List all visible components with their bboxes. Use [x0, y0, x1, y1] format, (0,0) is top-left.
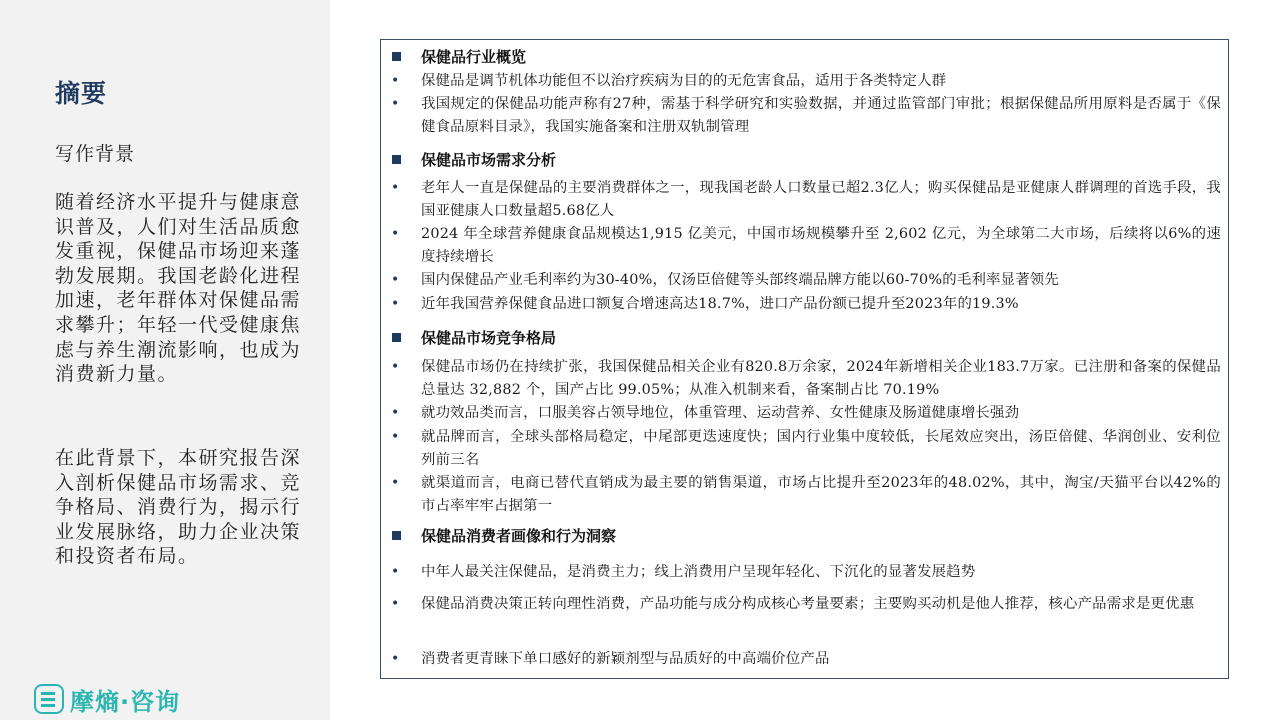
section-header: [381, 327, 1228, 349]
list-item-text: 就品牌而言，全球头部格局稳定，中尾部更迭速度快；国内行业集中度较低，长尾效应突出，汤臣倍健、华润创业、安利位列前三名: [421, 429, 1221, 468]
dot-bullet-icon: •: [391, 296, 400, 312]
dot-bullet-icon: •: [391, 429, 400, 445]
list-item-text: 消费者更青睐下单口感好的新颖剂型与品质好的中高端价位产品: [421, 651, 830, 667]
background-paragraph-1: 随着经济水平提升与健康意识普及，人们对生活品质愈发重视，保健品市场迎来蓬勃发展期。我国老龄化进程加速，老年群体对保健品需求攀升；年轻一代受健康焦虑与养生潮流影响，也成为消费新力量。: [55, 191, 302, 386]
square-bullet-icon: [392, 333, 401, 342]
sidebar: [0, 0, 330, 720]
list-item-text: 保健品市场仍在持续扩张，我国保健品相关企业有820.8万余家，2024年新增相关企业183.7万家。已注册和备案的保健品总量达 32,882 个，国产占比 99.05%；从准入机制来看，备案制占比 70.19%: [421, 359, 1221, 398]
section-header: [381, 46, 1228, 68]
brand-logo-icon: [34, 684, 64, 714]
brand-logo-text: 摩熵·咨询: [70, 687, 181, 716]
dot-bullet-icon: •: [391, 596, 400, 612]
list-item-text: 近年我国营养保健食品进口额复合增速高达18.7%，进口产品份额已提升至2023年的19.3%: [421, 296, 1019, 312]
list-item-text: 中年人最关注保健品，是消费主力；线上消费用户呈现年轻化、下沉化的显著发展趋势: [421, 564, 976, 580]
dot-bullet-icon: •: [391, 272, 400, 288]
dot-bullet-icon: •: [391, 73, 400, 89]
list-item-text: 保健品消费决策正转向理性消费，产品功能与成分构成核心考量要素；主要购买动机是他人推荐，核心产品需求是更优惠: [421, 596, 1195, 612]
section-header: [381, 149, 1228, 171]
list-item-text: 老年人一直是保健品的主要消费群体之一，现我国老龄人口数量已超2.3亿人；购买保健品是亚健康人群调理的首选手段，我国亚健康人口数量超5.68亿人: [421, 180, 1221, 219]
list-item-text: 2024 年全球营养健康食品规模达1,915 亿美元，中国市场规模攀升至 2,602 亿元，为全球第二大市场，后续将以6%的速度持续增长: [421, 226, 1221, 265]
section-header: [381, 525, 1228, 547]
list-item-text: 就渠道而言，电商已替代直销成为最主要的销售渠道，市场占比提升至2023年的48.02%，其中，淘宝/天猫平台以42%的市占率牢牢占据第一: [421, 475, 1221, 514]
dot-bullet-icon: •: [391, 359, 400, 375]
dot-bullet-icon: •: [391, 651, 400, 667]
section-title: 保健品行业概览: [421, 48, 527, 66]
list-item-text: 保健品是调节机体功能但不以治疗疾病为目的的无危害食品，适用于各类特定人群: [421, 73, 947, 89]
dot-bullet-icon: •: [391, 564, 400, 580]
dot-bullet-icon: •: [391, 96, 400, 112]
dot-bullet-icon: •: [391, 226, 400, 242]
square-bullet-icon: [392, 52, 401, 61]
section-title: 保健品市场需求分析: [421, 151, 557, 169]
dot-bullet-icon: •: [391, 405, 400, 421]
background-subtitle: 写作背景: [55, 143, 136, 165]
brand-logo: [34, 681, 180, 717]
section-title: 保健品消费者画像和行为洞察: [421, 527, 617, 545]
content-panel: [380, 39, 1229, 679]
list-item-text: 就功效品类而言，口服美容占领导地位，体重管理、运动营养、女性健康及肠道健康增长强劲: [421, 405, 1020, 421]
dot-bullet-icon: •: [391, 180, 400, 196]
dot-bullet-icon: •: [391, 475, 400, 491]
list-item-text: 国内保健品产业毛利率约为30-40%，仅汤臣倍健等头部终端品牌方能以60-70%的毛利率显著领先: [421, 272, 1059, 288]
square-bullet-icon: [392, 155, 401, 164]
square-bullet-icon: [392, 531, 401, 540]
section-title: 保健品市场竞争格局: [421, 329, 557, 347]
summary-title: 摘要: [55, 79, 108, 108]
background-paragraph-2: 在此背景下，本研究报告深入剖析保健品市场需求、竞争格局、消费行为，揭示行业发展脉络，助力企业决策和投资者布局。: [55, 447, 302, 568]
list-item-text: 我国规定的保健品功能声称有27种，需基于科学研究和实验数据，并通过监管部门审批；根据保健品所用原料是否属于《保健食品原料目录》，我国实施备案和注册双轨制管理: [421, 96, 1221, 135]
